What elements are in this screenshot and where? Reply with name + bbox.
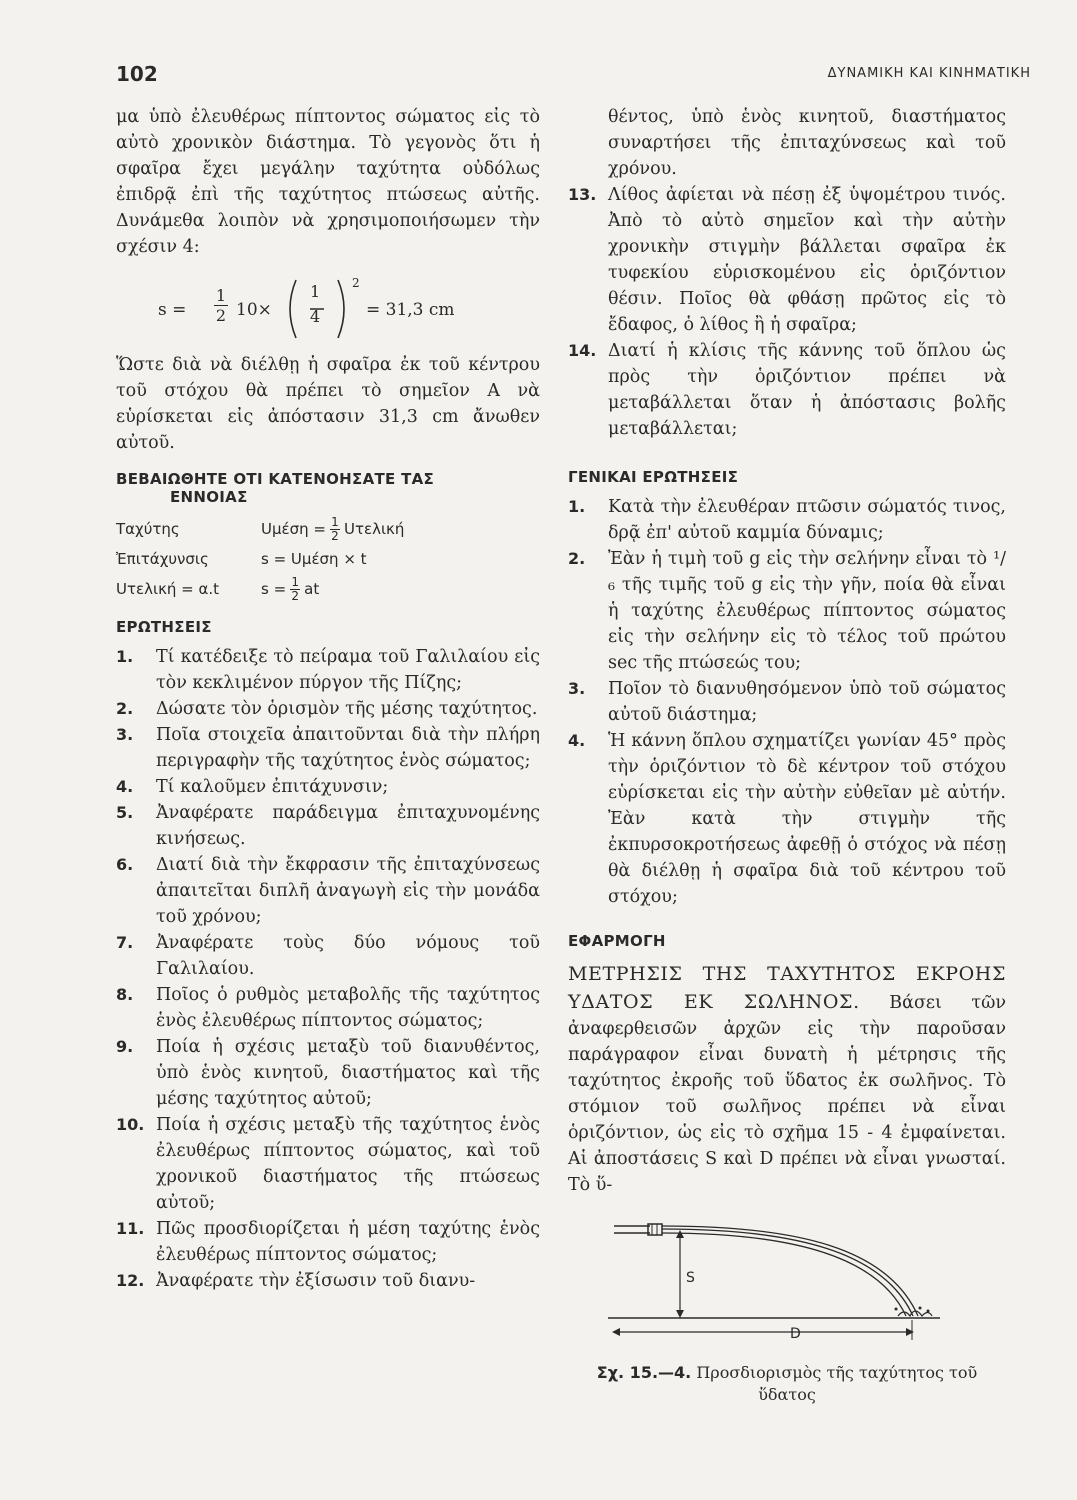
general-question-item [568,676,1006,728]
formula-half-den: 2 [215,306,227,325]
question-text: Ἀναφέρατε τοὺς δύο νόμους τοῦ Γαλιλαίου. [156,933,540,979]
question-text: Ποία ἡ σχέσις μεταξὺ τῆς ταχύτητος ἑνὸς ἐλευθέρως πίπτοντος σώματος, καὶ τοῦ χρονικοῦ διαστήματος τῆς πτώσεως αὐτοῦ; [156,1115,540,1213]
question-item [116,1268,540,1294]
question-number: 12. [116,1271,145,1290]
question-item [568,338,1006,442]
question-text: Διατί διὰ τὴν ἔκφρασιν τῆς ἐπιταχύνσεως ἀπαιτεῖται διπλῆ ἀναγωγὴ εἰς τὴν μονάδα τοῦ χρόνου; [156,855,540,927]
application-text: Βάσει τῶν ἀναφερθεισῶν ἀρχῶν εἰς τὴν παροῦσαν παράγραφον εἶναι δυνατὴ ἡ μέτρησις τῆς ταχύτητος ἐκροῆς τοῦ ὕδατος ἐκ σωλῆνος. Τὸ στόμιον τοῦ σωλῆνος πρέπει νὰ εἶναι ὁριζόντιον, ὡς εἰς τὸ σχῆμα 15 - 4 ἐμφαίνεται. Αἱ ἀποστάσεις S καὶ D πρέπει νὰ εἶναι γνωσταί. Τὸ ὕ- [568,993,1006,1195]
concept-fraction [330,516,340,543]
figure-label-d: D [790,1326,801,1342]
concept-eq-a: s = Uμέση × t [261,550,367,568]
general-questions-heading: ΓΕΝΙΚΑΙ ΕΡΩΤΗΣΕΙΣ [568,468,739,486]
continuation-paragraph: θέντος, ὑπὸ ἑνὸς κινητοῦ, διαστήματος συναρτήσει τῆς ἐπιταχύνσεως καὶ τοῦ χρόνου. [608,107,1006,179]
formula-quarter [310,282,320,326]
question-item [116,930,540,982]
question-number: 10. [116,1115,145,1134]
application-title: ΜΕΤΡΗΣΙΣ ΤΗΣ ΤΑΧΥΤΗΤΟΣ ΕΚΡΟΗΣ ΥΔΑΤΟΣ ΕΚ ΣΩΛΗΝΟΣ. [568,963,1006,1013]
question-number: 6. [116,855,134,874]
concept-frac-den: 2 [291,588,299,603]
question-text: Ἀναφέρατε παράδειγμα ἐπιταχυνομένης κινήσεως. [156,803,540,849]
formula-quarter-den: 4 [310,307,321,326]
general-question-item [568,494,1006,546]
question-text: Κατὰ τὴν ἐλευθέραν πτῶσιν σώματός τινος, δρᾷ ἐπ' αὐτοῦ καμμία δύναμις; [608,497,1006,543]
concept-eq-a: s = [261,580,287,598]
question-text: Τί κατέδειξε τὸ πείραμα τοῦ Γαλιλαίου εἰς τὸν κεκλιμένον πύργον τῆς Πίζης; [156,647,540,693]
question-text: Ποία ἡ σχέσις μεταξὺ τοῦ διανυθέντος, ὑπὸ ἑνὸς κινητοῦ, διαστήματος καὶ τῆς μέσης ταχύτητος αὐτοῦ; [156,1037,540,1109]
concept-eq-b: at [304,580,320,598]
water-flow-diagram [568,1208,1006,1358]
question-number: 2. [568,549,586,568]
formula-half [214,286,228,325]
figure-water-flow [568,1208,1006,1358]
conclusion-paragraph: Ὥστε διὰ νὰ διέλθῃ ἡ σφαῖρα ἐκ τοῦ κέντρου τοῦ στόχου θὰ πρέπει τὸ σημεῖον Α νὰ εὑρίσκεται εἰς ἀπόστασιν 31,3 cm ἄνωθεν αὐτοῦ. [116,355,540,453]
general-question-item [568,546,1006,676]
question-number: 1. [568,497,586,516]
general-question-item [568,728,1006,910]
question-item [116,644,540,696]
question-number: 11. [116,1219,145,1238]
question-text: Ποῖον τὸ διανυθησόμενον ὑπὸ τοῦ σώματος αὐτοῦ διάστημα; [608,679,1006,725]
concept-name: Ἐπιτάχυνσις [116,550,209,568]
figure-label-s: S [686,1270,695,1286]
concept-frac-den: 2 [331,528,339,543]
formula-mid: 10× [236,300,272,320]
question-text: Ποῖα στοιχεῖα ἀπαιτοῦνται διὰ τὴν πλήρη περιγραφὴν τῆς ταχύτητος ἑνὸς σώματος; [156,725,540,771]
concepts-heading-line1: ΒΕΒΑΙΩΘΗΤΕ ΟΤΙ ΚΑΤΕΝΟΗΣΑΤΕ ΤΑΣ [116,470,435,488]
running-title: ΔΥΝΑΜΙΚΗ ΚΑΙ ΚΙΝΗΜΑΤΙΚΗ [827,66,1031,81]
page-number: 102 [116,62,158,86]
question-item [116,982,540,1034]
application-heading: ΕΦΑΡΜΟΓΗ [568,932,666,950]
concept-name: Ταχύτης [116,520,180,538]
formula-distance [116,262,540,350]
question-number: 14. [568,341,597,360]
left-column [116,104,540,1294]
questions-heading: ΕΡΩΤΗΣΕΙΣ [116,618,212,636]
intro-paragraph: μα ὑπὸ ἐλευθέρως πίπτοντος σώματος εἰς τὸ αὐτὸ χρονικὸν διάστημα. Τὸ γεγονὸς ὅτι ἡ σφαῖρα ἔχει μεγάλην ταχύτητα οὐδόλως ἐπιδρᾷ ἐπὶ τῆς ταχύτητος πτώσεως αὐτῆς. Δυνάμεθα λοιπὸν νὰ χρησιμοποιήσωμεν τὴν σχέσιν 4: [116,107,540,257]
concepts-table [116,514,540,604]
concept-frac-num: 1 [291,574,299,589]
question-number: 4. [116,777,134,796]
question-text: Πῶς προσδιορίζεται ἡ μέση ταχύτης ἑνὸς ἐλευθέρως πίπτοντος σώματος; [156,1219,540,1265]
figure-caption [568,1362,1006,1406]
right-column [568,104,1006,1406]
concept-row [116,544,540,574]
formula-result: = 31,3 cm [366,300,455,320]
concept-fraction [290,576,300,603]
question-item [116,696,540,722]
question-text: Δώσατε τὸν ὁρισμὸν τῆς μέσης ταχύτητος. [156,699,538,719]
question-text: Ἐὰν ἡ τιμὴ τοῦ g εἰς τὴν σελήνην εἶναι τὸ ¹/₆ τῆς τιμῆς τοῦ g εἰς τὴν γῆν, ποία θὰ εἶναι ἡ ταχύτης ἐλευθέρως πίπτοντος σώματος εἰς τὴν σελήνην εἰς τὸ τέλος τοῦ πρώτου sec τῆς πτώσεώς του; [608,549,1006,673]
question-number: 1. [116,647,134,666]
formula-lhs: s = [158,300,187,320]
concept-row [116,574,540,604]
question-number: 2. [116,699,134,718]
formula-exponent: 2 [352,276,360,290]
question-item [116,1112,540,1216]
formula-quarter-num: 1 [310,282,321,301]
question-number: 8. [116,985,134,1004]
formula-half-num: 1 [215,286,227,305]
question-text: Ἀναφέρατε τὴν ἐξίσωσιν τοῦ διανυ- [156,1271,476,1291]
question-item [116,774,540,800]
concept-eq-b: Uτελική [343,520,405,538]
question-text: Διατί ἡ κλίσις τῆς κάννης τοῦ ὅπλου ὡς πρὸς τὴν ὁριζόντιον πρέπει νὰ μεταβάλλεται ὅταν ἡ ἀπόστασις βολῆς μεταβάλλεται; [608,341,1006,439]
question-number: 3. [116,725,134,744]
concepts-heading-line2: ΕΝΝΟΙΑΣ [170,488,248,506]
questions-list [116,644,540,1294]
figure-caption-text: Προσδιορισμὸς τῆς ταχύτητος τοῦ ὕδατος [696,1363,978,1404]
question-number: 13. [568,185,597,204]
application-paragraph [568,960,1006,1198]
question-number: 5. [116,803,134,822]
concept-name: Uτελική = α.t [116,580,220,598]
question-number: 4. [568,731,586,750]
question-item [116,1034,540,1112]
question-number: 9. [116,1037,134,1056]
concept-eq-a: Uμέση = [261,520,326,538]
question-item [116,800,540,852]
question-text: Λίθος ἀφίεται νὰ πέσῃ ἐξ ὑψομέτρου τινός. Ἀπὸ τὸ αὐτὸ σημεῖον καὶ τὴν αὐτὴν χρονικὴν στιγμὴν βάλλεται σφαῖρα ἐκ τυφεκίου εὑρισκομένου εἰς ὁριζόντιον θέσιν. Ποῖος θὰ φθάσῃ πρῶτος εἰς τὸ ἔδαφος, ὁ λίθος ἢ ἡ σφαῖρα; [608,185,1006,335]
question-number: 7. [116,933,134,952]
question-text: Τί καλοῦμεν ἐπιτάχυνσιν; [156,777,389,797]
question-text: Ἡ κάννη ὅπλου σχηματίζει γωνίαν 45° πρὸς τὴν ὁριζόντιον τὸ δὲ κέντρον τοῦ στόχου εὑρίσκεται εἰς τὴν αὐτὴν εὐθεῖαν μὲ αὐτήν. Ἐὰν κατὰ τὴν στιγμὴν τῆς ἐκπυρσοκροτήσεως ἀφεθῇ ὁ στόχος νὰ πέσῃ θὰ διέλθῃ ἡ σφαῖρα διὰ τοῦ κέντρου τοῦ στόχου; [608,731,1006,907]
question-item [568,182,1006,338]
question-text: Ποῖος ὁ ρυθμὸς μεταβολῆς τῆς ταχύτητος ἑνὸς ἐλευθέρως πίπτοντος σώματος; [156,985,540,1031]
concept-row [116,514,540,544]
question-item [116,1216,540,1268]
question-number: 3. [568,679,586,698]
question-item [116,852,540,930]
concept-frac-num: 1 [331,514,339,529]
concepts-heading [116,470,540,506]
figure-caption-number: Σχ. 15.—4. [596,1363,692,1382]
question-item [116,722,540,774]
